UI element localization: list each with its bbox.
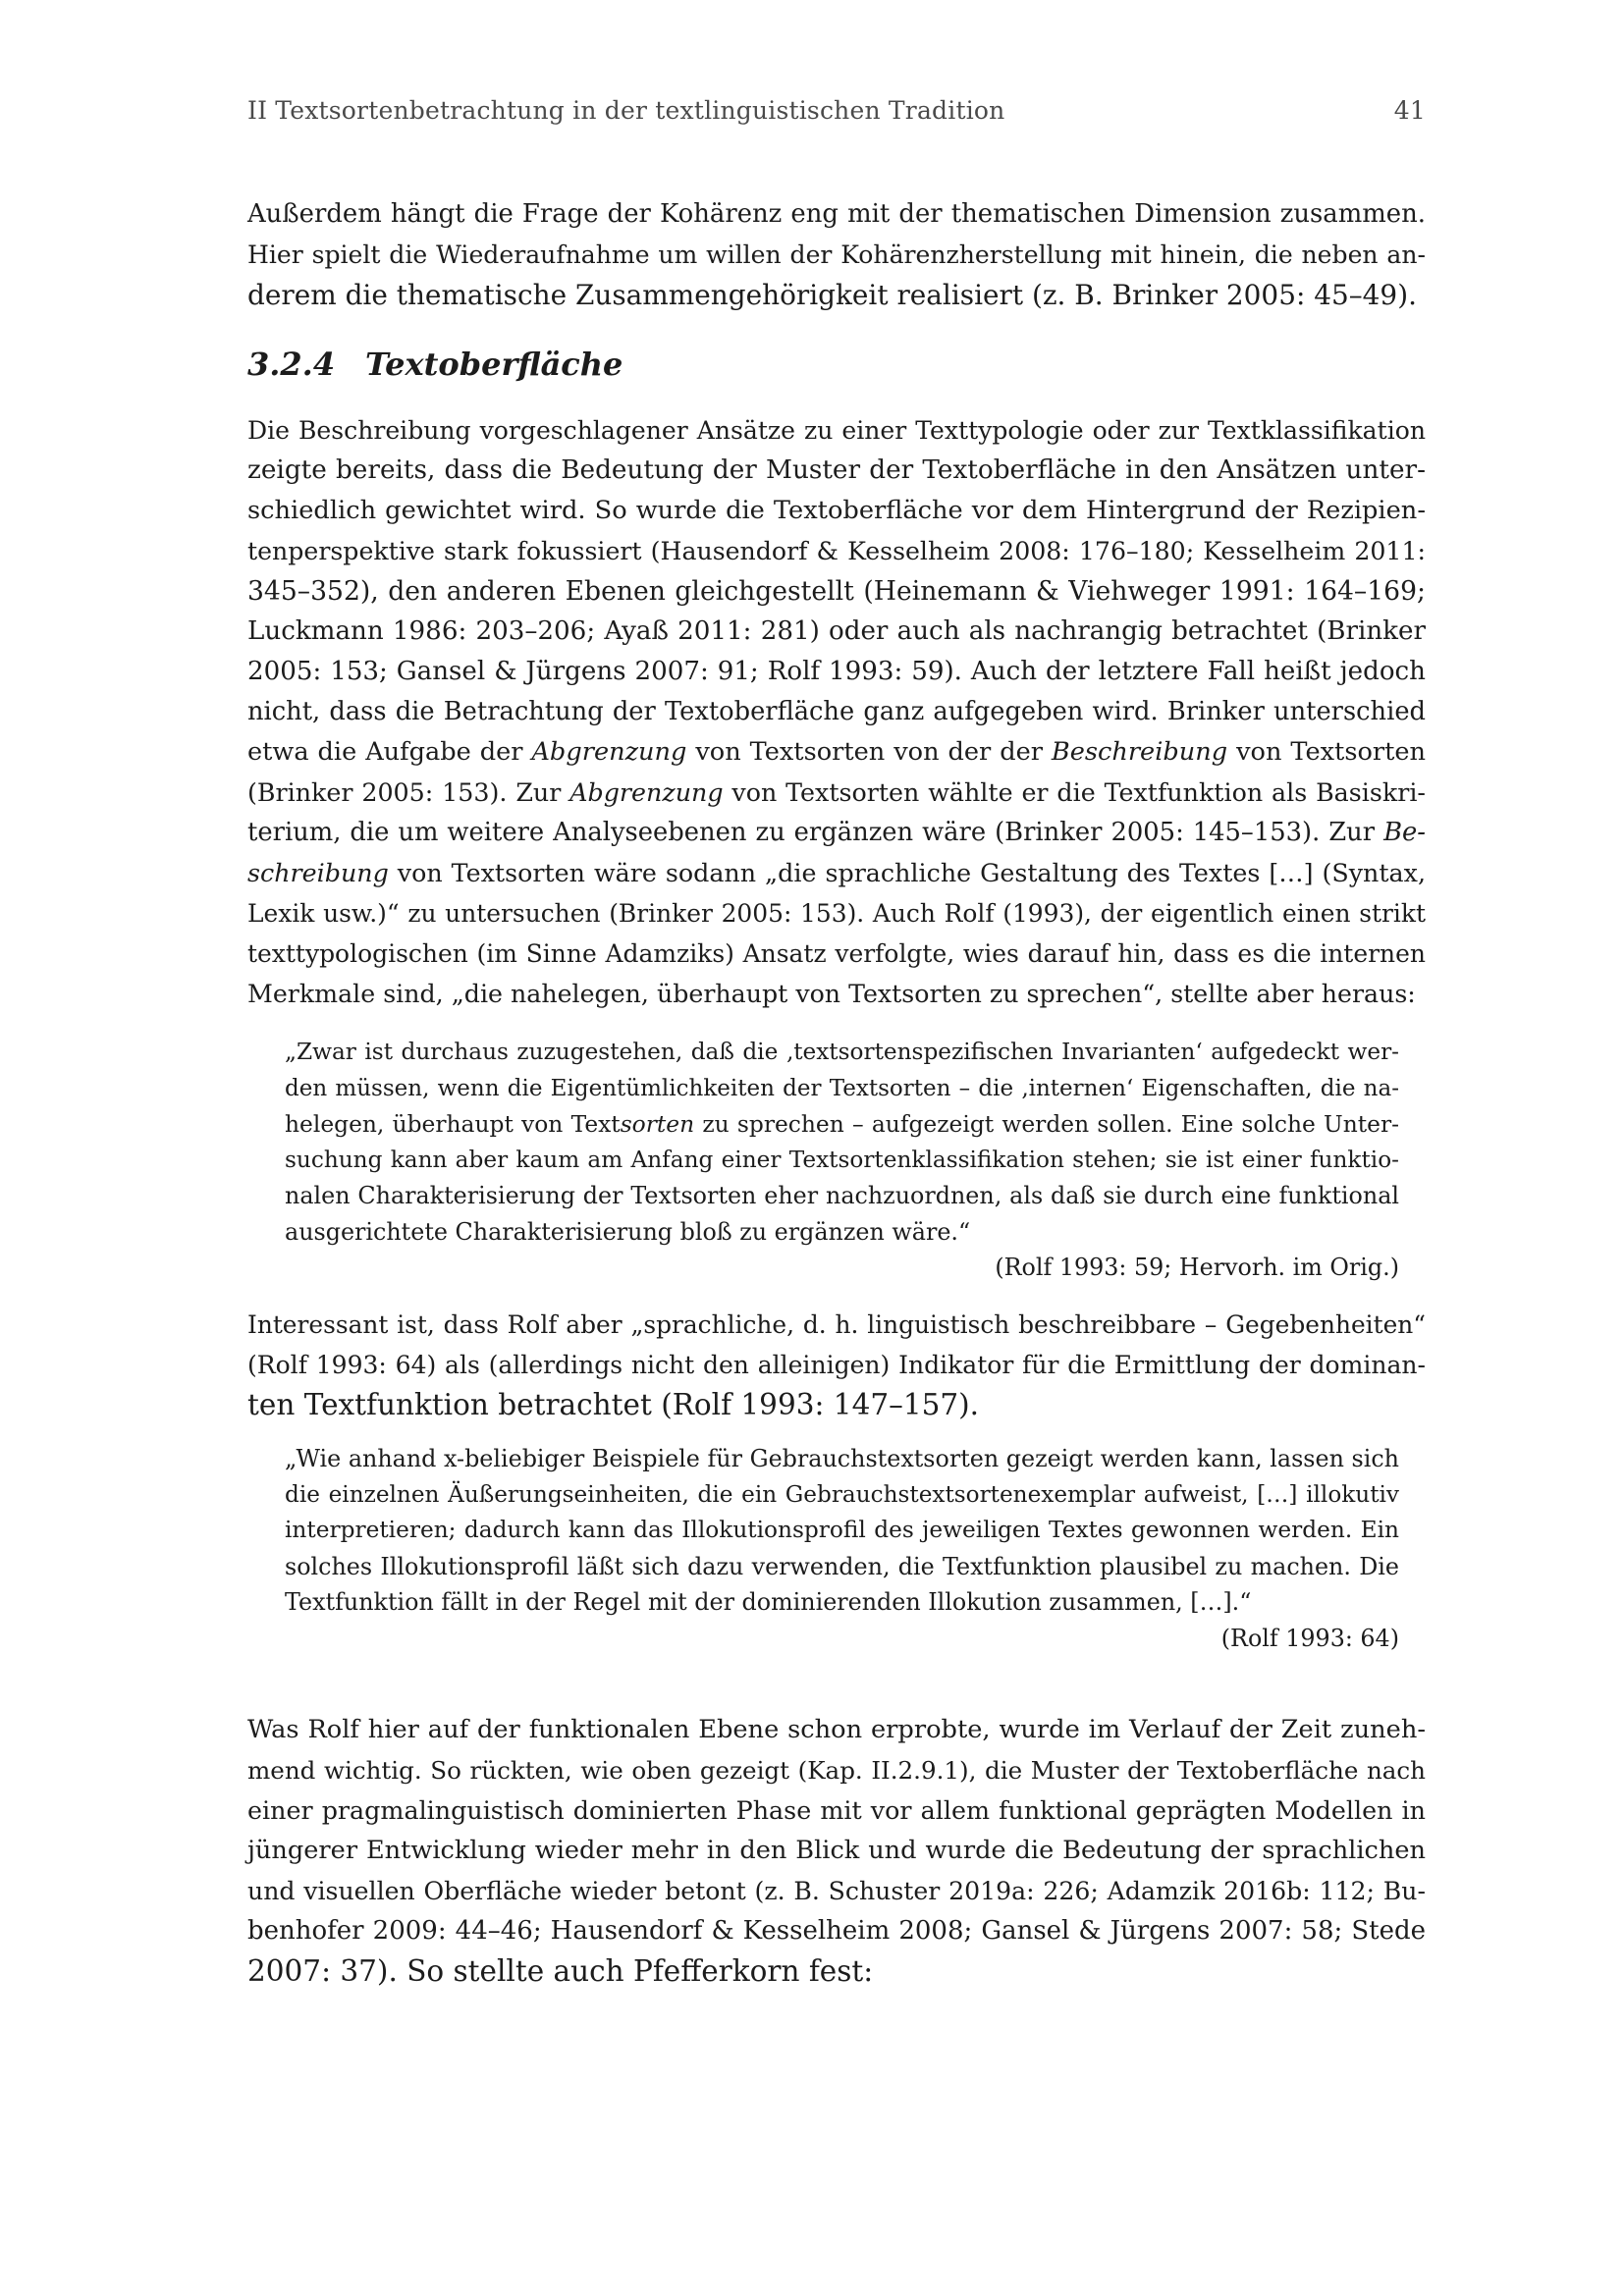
paragraph-rolf-indicator xyxy=(247,1305,1426,1425)
quote-line: helegen, überhaupt von Textsorten zu sprechen – aufgezeigt werden sollen. Eine solche Unter- xyxy=(285,1110,1399,1138)
quote-line: „Zwar ist durchaus zuzugestehen, daß die ‚textsortenspezifischen Invarianten‘ aufgedeckt wer- xyxy=(285,1039,1399,1065)
quote-line: nalen Charakterisierung der Textsorten eher nachzuordnen, als daß sie durch eine funktional xyxy=(285,1182,1399,1209)
block-quote-rolf-64 xyxy=(285,1441,1399,1656)
quote-line: suchung kann aber kaum am Anfang einer Textsortenklassifikation stehen; sie ist einer funktio- xyxy=(285,1146,1399,1173)
text-line: Was Rolf hier auf der funktionalen Ebene schon erprobte, wurde im Verlauf der Zeit zuneh- xyxy=(247,1715,1426,1744)
text-line: einer pragmalinguistisch dominierten Phase mit vor allem funktional geprägten Modellen in xyxy=(247,1795,1426,1825)
text-line: (Rolf 1993: 64) als (allerdings nicht den alleinigen) Indikator für die Ermittlung der dominan- xyxy=(247,1351,1426,1379)
quote-line: Textfunktion fällt in der Regel mit der dominierenden Illokution zusammen, […].“ xyxy=(285,1588,1252,1616)
page-number: 41 xyxy=(1393,96,1426,125)
text-line: benhofer 2009: 44–46; Hausendorf & Kesselheim 2008; Gansel & Jürgens 2007: 58; Stede xyxy=(247,1916,1426,1946)
text-line: ten Textfunktion betrachtet (Rolf 1993: 147–157). xyxy=(247,1388,980,1421)
section-title: Textoberfläche xyxy=(365,346,623,383)
quote-line: den müssen, wenn die Eigentümlichkeiten der Textsorten – die ‚internen‘ Eigenschaften, die na- xyxy=(285,1075,1399,1101)
emphasis: schreibung xyxy=(247,858,389,887)
running-header xyxy=(247,96,1426,132)
text-line: Außerdem hängt die Frage der Kohärenz eng mit der thematischen Dimension zusammen. xyxy=(247,199,1426,229)
text-line: (Brinker 2005: 153). Zur Abgrenzung von Textsorten wählte er die Textfunktion als Basiskri- xyxy=(247,777,1426,807)
emphasis: Abgrenzung xyxy=(569,777,724,807)
emphasis: Be- xyxy=(1383,818,1426,847)
text-line: schreibung von Textsorten wäre sodann „die sprachliche Gestaltung des Textes […] (Syntax, xyxy=(247,858,1426,887)
text-line: schiedlich gewichtet wird. So wurde die Textoberfläche vor dem Hintergrund der Rezipien- xyxy=(247,496,1426,525)
text-line: Luckmann 1986: 203–206; Ayaß 2011: 281) oder auch als nachrangig betrachtet (Brinker xyxy=(247,616,1426,646)
quote-line: die einzelnen Äußerungseinheiten, die ein Gebrauchstextsortenexemplar aufweist, […] illokutiv xyxy=(285,1481,1399,1508)
quote-source: (Rolf 1993: 59; Hervorh. im Orig.) xyxy=(995,1254,1399,1281)
text-line: mend wichtig. So rückten, wie oben gezeigt (Kap. II.2.9.1), die Muster der Textoberfläche nach xyxy=(247,1756,1426,1785)
paragraph-textoberflaeche xyxy=(247,410,1426,1014)
text-line: nicht, dass die Betrachtung der Textoberfläche ganz aufgegeben wird. Brinker unterschied xyxy=(247,697,1426,726)
quote-line: „Wie anhand x-beliebiger Beispiele für Gebrauchstextsorten gezeigt werden kann, lassen sich xyxy=(285,1445,1399,1472)
text-line: Hier spielt die Wiederaufnahme um willen der Kohärenzherstellung mit hinein, die neben an- xyxy=(247,240,1426,269)
document-page xyxy=(247,0,1426,2296)
text-line: 2005: 153; Gansel & Jürgens 2007: 91; Rolf 1993: 59). Auch der letztere Fall heißt jedoch xyxy=(247,657,1426,686)
text-line: jüngerer Entwicklung wieder mehr in den Blick und wurde die Bedeutung der sprachlichen xyxy=(247,1836,1426,1865)
emphasis: Abgrenzung xyxy=(531,737,687,767)
text-line: zeigte bereits, dass die Bedeutung der Muster der Textoberfläche in den Ansätzen unter- xyxy=(247,455,1426,485)
text-line: 345–352), den anderen Ebenen gleichgestellt (Heinemann & Viehweger 1991: 164–169; xyxy=(247,576,1426,607)
quote-line: interpretieren; dadurch kann das Illokutionsprofil des jeweiligen Textes gewonnen werden. Ein xyxy=(285,1517,1399,1543)
emphasis: Beschreibung xyxy=(1051,737,1228,767)
text-line: Die Beschreibung vorgeschlagener Ansätze zu einer Texttypologie oder zur Textklassifikation xyxy=(247,416,1426,445)
text-line: 2007: 37). So stellte auch Pfefferkorn fest: xyxy=(247,1954,874,1988)
emphasis: sorten xyxy=(620,1110,695,1138)
text-line: Lexik usw.)“ zu untersuchen (Brinker 2005: 153). Auch Rolf (1993), der eigentlich einen strikt xyxy=(247,899,1426,928)
header-title: II Textsortenbetrachtung in der textlinguistischen Tradition xyxy=(247,96,1005,125)
text-line: und visuellen Oberfläche wieder betont (z. B. Schuster 2019a: 226; Adamzik 2016b: 112; Bu- xyxy=(247,1877,1426,1905)
text-line: etwa die Aufgabe der Abgrenzung von Textsorten von der der Beschreibung von Textsorten xyxy=(247,737,1427,767)
text-line: texttypologischen (im Sinne Adamziks) Ansatz verfolgte, wies darauf hin, dass es die internen xyxy=(247,939,1426,968)
quote-line: solches Illokutionsprofil läßt sich dazu verwenden, die Textfunktion plausibel zu machen. Die xyxy=(285,1552,1399,1580)
text-line: derem die thematische Zusammengehörigkeit realisiert (z. B. Brinker 2005: 45–49). xyxy=(247,279,1417,311)
section-number: 3.2.4 xyxy=(247,346,336,383)
paragraph-coherence xyxy=(247,194,1426,315)
text-line: terium, die um weitere Analyseebenen zu ergänzen wäre (Brinker 2005: 145–153). Zur Be- xyxy=(247,818,1426,847)
text-line: Merkmale sind, „die nahelegen, überhaupt von Textsorten zu sprechen“, stellte aber heraus: xyxy=(247,980,1416,1008)
section-heading xyxy=(247,346,623,383)
block-quote-rolf-59 xyxy=(285,1035,1399,1286)
paragraph-functional-level xyxy=(247,1710,1426,1992)
text-line: Interessant ist, dass Rolf aber „sprachliche, d. h. linguistisch beschreibbare – Gegebenheiten“ xyxy=(247,1310,1426,1339)
text-line: tenperspektive stark fokussiert (Hausendorf & Kesselheim 2008: 176–180; Kesselheim 2011: xyxy=(247,537,1426,565)
quote-source: (Rolf 1993: 64) xyxy=(1220,1624,1399,1652)
quote-line: ausgerichtete Charakterisierung bloß zu ergänzen wäre.“ xyxy=(285,1217,971,1246)
